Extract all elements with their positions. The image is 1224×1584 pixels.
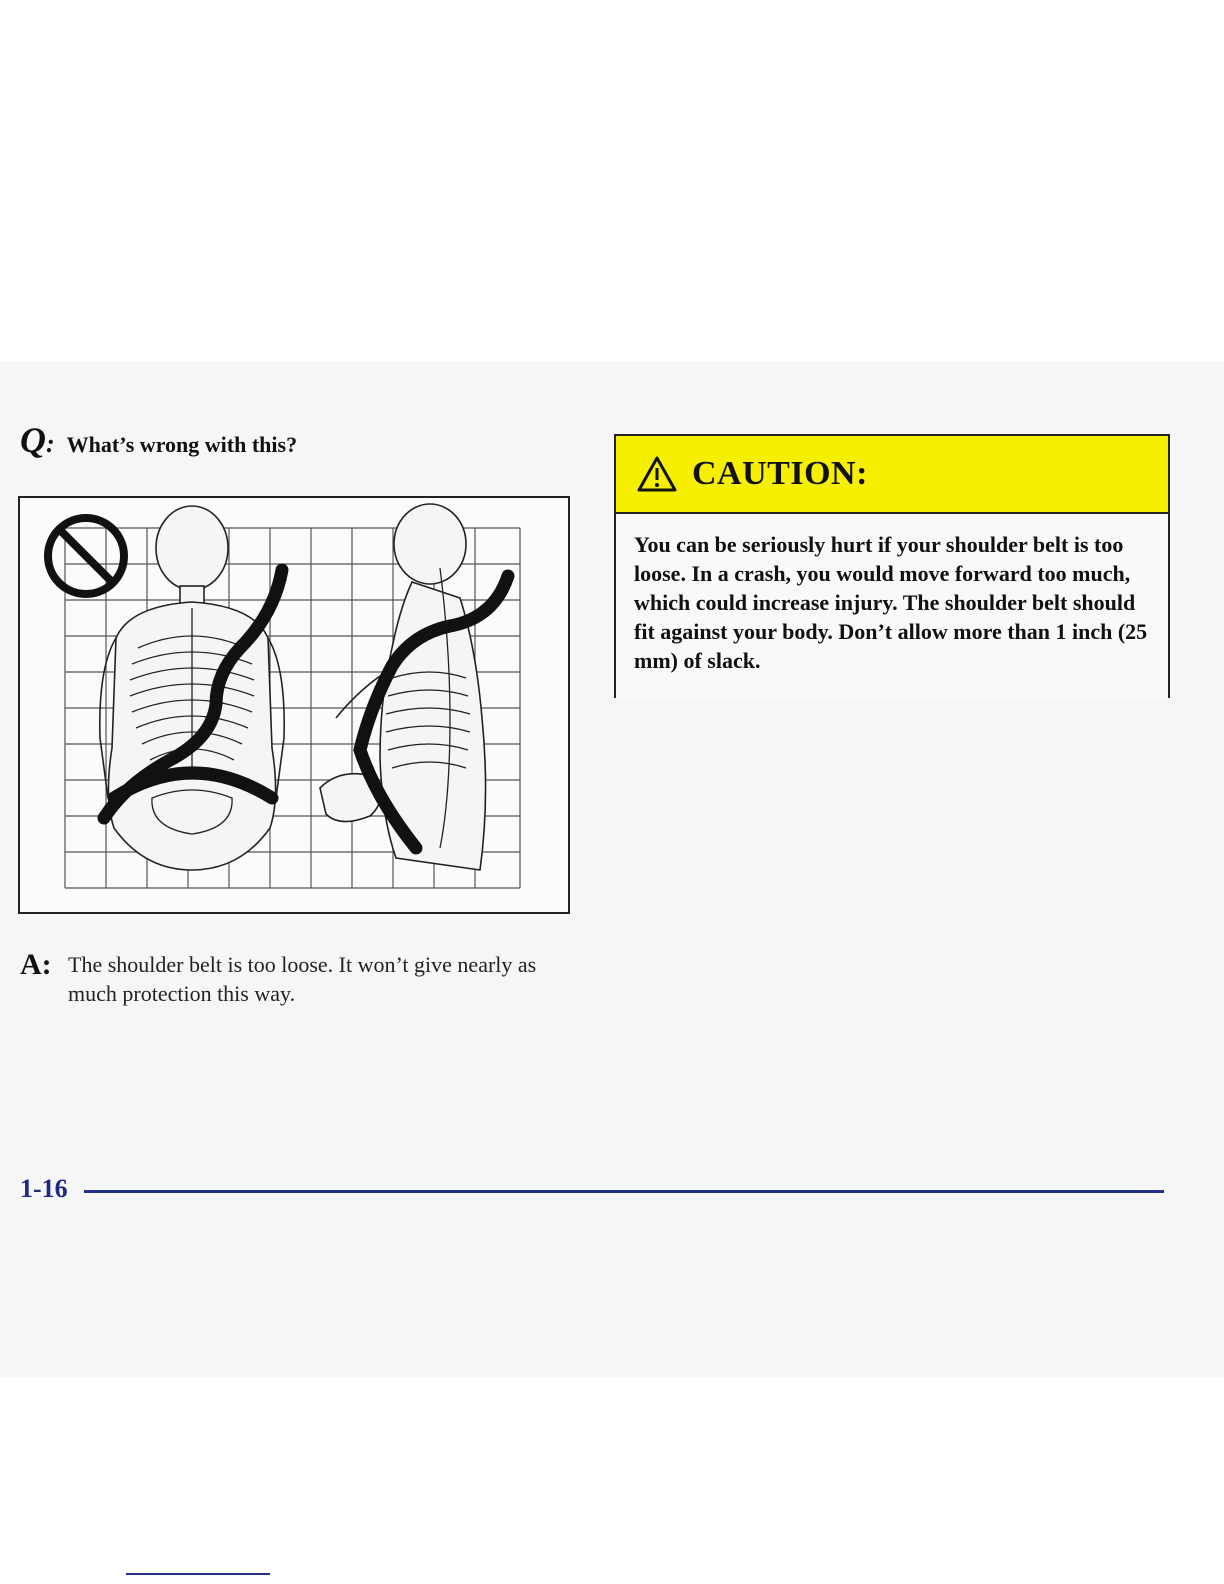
question-line — [20, 422, 297, 459]
question-text: What’s wrong with this? — [66, 432, 298, 457]
skeleton-figure — [20, 498, 568, 912]
bottom-rule — [126, 1573, 270, 1575]
prohibited-icon — [48, 518, 124, 594]
footer-rule — [84, 1190, 1164, 1193]
caution-box — [614, 434, 1170, 698]
seatbelt-illustration — [18, 496, 570, 914]
answer-mark-label: A: — [20, 948, 52, 981]
caution-header — [616, 436, 1168, 514]
page-number: 1-16 — [20, 1174, 68, 1203]
caution-title: CAUTION: — [692, 455, 868, 492]
caution-body-text: You can be seriously hurt if your shoulder belt is too loose. In a crash, you would move forward too much, which could increase injury. The shoulder belt should fit against your body. Don’t allow more than 1 inch (25 mm) of slack. — [616, 514, 1168, 698]
warning-triangle-icon — [636, 455, 678, 493]
side-view-body — [320, 504, 486, 870]
question-colon: : — [46, 429, 55, 458]
answer-text: The shoulder belt is too loose. It won’t give nearly as much protection this way. — [68, 952, 537, 1006]
question-mark-label: Q — [20, 420, 46, 460]
answer-block — [20, 950, 580, 1008]
